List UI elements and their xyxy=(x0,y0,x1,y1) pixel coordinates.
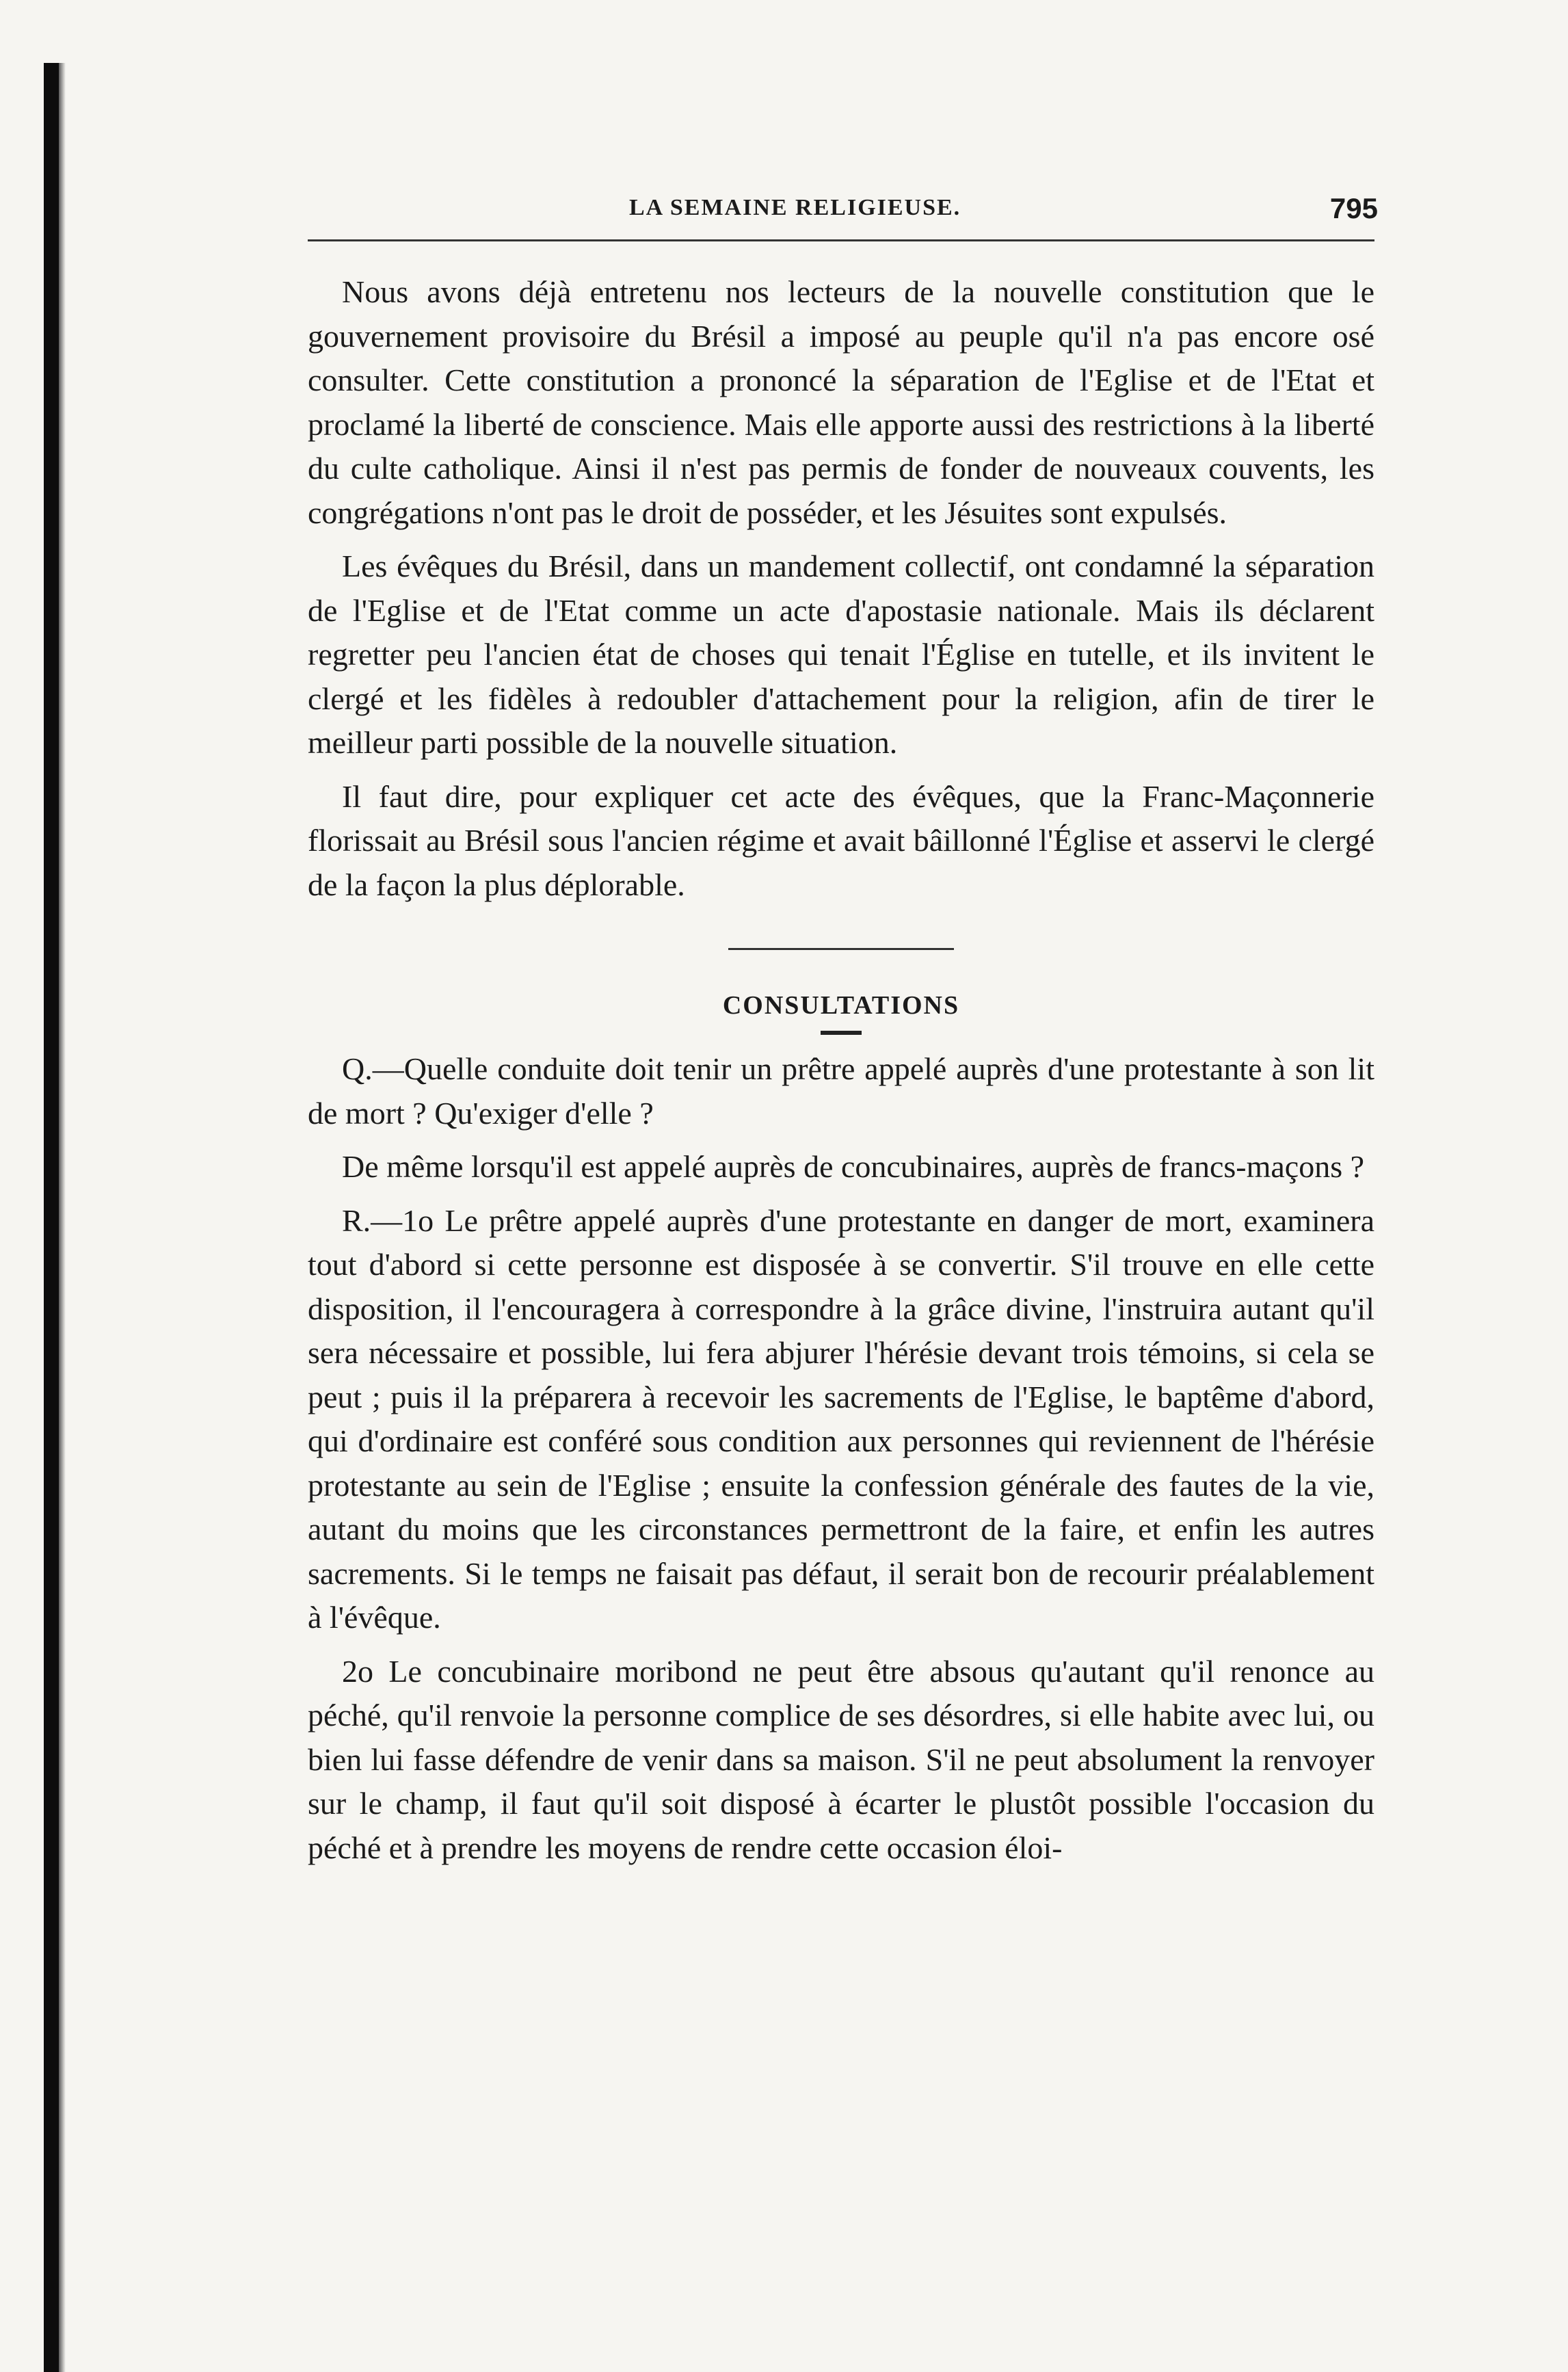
consultations-title: CONSULTATIONS xyxy=(722,991,960,1020)
running-head xyxy=(311,192,1378,236)
intro-paragraph-2: Les évêques du Brésil, dans un mandement collectif, ont condamné la séparation de l'Eglise et de l'Etat comme un acte d'apostasie nationale. Mais ils déclarent regretter peu l'ancien état de choses qui tenait l'Église en tutelle, et ils invitent le clergé et les fidèles à redoubler d'attachement pour la religion, afin de tirer le meilleur parti possible de la nouvelle situation. xyxy=(308,549,1374,760)
intro-paragraph-3: Il faut dire, pour expliquer cet acte des évêques, que la Franc-Maçonnerie florissait au Brésil sous l'ancien régime et avait bâillonné l'Église et asservi le clergé de la façon la plus déplorable. xyxy=(308,778,1374,902)
answer-paragraph-1: R.—1o Le prêtre appelé auprès d'une protestante en danger de mort, examinera tout d'abord si cette personne est disposée à se convertir. S'il trouve en elle cette disposition, il l'encouragera à correspondre à la grâce divine, l'instruira autant qu'il sera nécessaire et possible, lui fera abjurer l'hérésie devant trois témoins, si cela se peut ; puis il la préparera à recevoir les sacrements de l'Eglise, le baptême d'abord, qui d'ordinaire est conféré sous condition aux personnes qui reviennent de l'hérésie protestante au sein de l'Eglise ; ensuite la confession générale des fautes de la vie, autant du moins que les circonstances permettront de la faire, et enfin les autres sacrements. Si le temps ne faisait pas défaut, il serait bon de recourir préalablement à l'évêque. xyxy=(308,1202,1374,1635)
binding-edge xyxy=(44,63,59,2372)
answer-paragraph-2: 2o Le concubinaire moribond ne peut être absous qu'autant qu'il renonce au péché, qu'il renvoie la personne complice de ses désordres, si elle habite avec lui, ou bien lui fasse défendre de venir dans sa maison. S'il ne peut absolument la renvoyer sur le champ, il faut qu'il soit disposé à écarter le plustôt possible l'occasion du péché et à prendre les moyens de rendre cette occasion éloi- xyxy=(308,1653,1374,1865)
question-paragraph: Q.—Quelle conduite doit tenir un prêtre appelé auprès d'une protestante à son lit de mort ? Qu'exiger d'elle ? xyxy=(308,1051,1374,1131)
header-rule xyxy=(308,239,1374,241)
section-divider xyxy=(728,948,954,950)
text-column xyxy=(308,270,1374,1880)
title-dash xyxy=(821,1031,862,1035)
binding-shadow xyxy=(59,63,66,2372)
question-followup-paragraph: De même lorsqu'il est appelé auprès de concubinaires, auprès de francs-maçons ? xyxy=(342,1149,1365,1184)
running-title: LA SEMAINE RELIGIEUSE. xyxy=(629,195,961,220)
page-number: 795 xyxy=(1329,192,1378,224)
intro-paragraph-1: Nous avons déjà entretenu nos lecteurs de la nouvelle constitution que le gouvernement provisoire du Brésil a imposé au peuple qu'il n'a pas encore osé consulter. Cette constitution a prononcé la séparation de l'Eglise et de l'Etat et proclamé la liberté de conscience. Mais elle apporte aussi des restrictions à la liberté du culte catholique. Ainsi il n'est pas permis de fonder de nouveaux couvents, les congrégations n'ont pas le droit de posséder, et les Jésuites sont expulsés. xyxy=(308,274,1374,530)
